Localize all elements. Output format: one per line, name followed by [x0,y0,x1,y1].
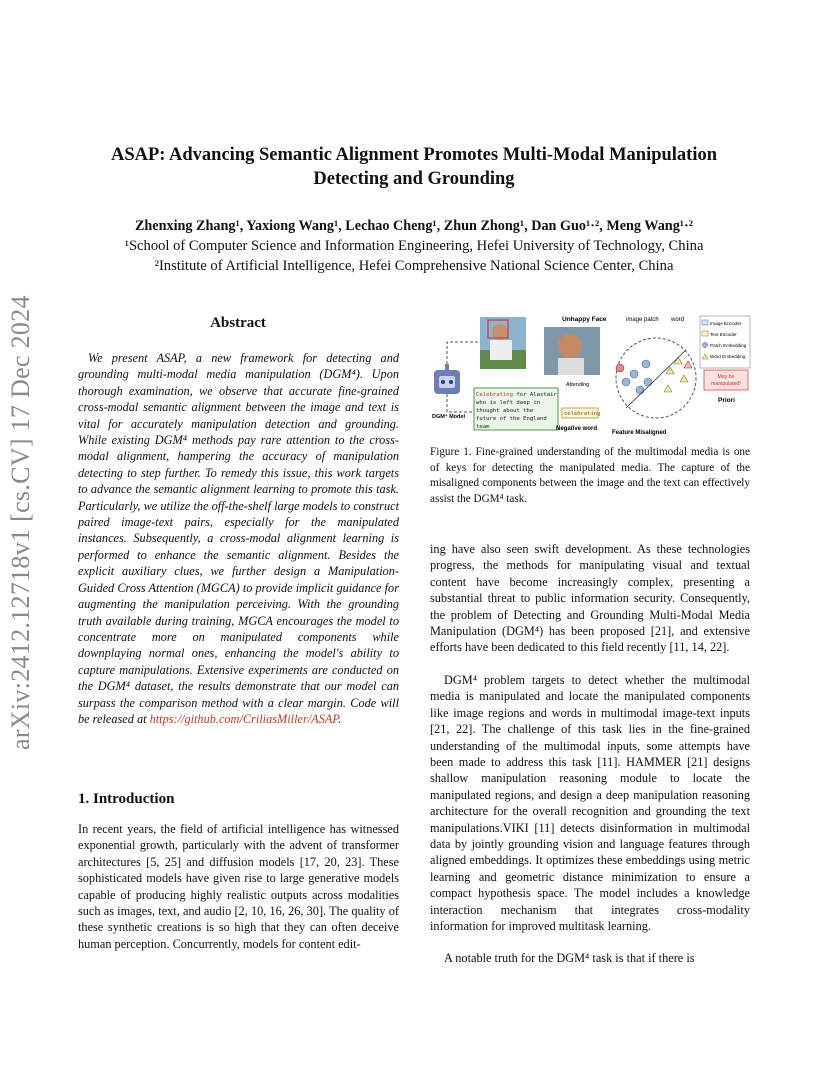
intro-heading: 1. Introduction [78,791,175,807]
legend-patch-embedding: Patch Embedding [710,343,747,348]
title-line-1: ASAP: Advancing Semantic Alignment Promotes Multi-Modal Manipulation [110,145,718,165]
legend-word-embedding: Word Embedding [710,354,746,359]
figure-caption-text: Celebrating for Alastair who is left deep in thought about the future of the England team [476,392,557,430]
legend-text-encoder: Text Encoder [710,332,737,337]
affiliation-1: ¹School of Computer Science and Information Engineering, Hefei University of Technology, China [124,238,704,254]
figure-1-caption: Figure 1. Fine-grained understanding of the multimodal media is one of keys for detecting the manipulated media. The capture of the misaligned components between the image and the text can effectively assist the DGM⁴ task. [430,446,750,505]
legend-image-encoder: Image Encoder [710,321,742,326]
right-paragraph-3: A notable truth for the DGM⁴ task is that if there is [444,951,695,965]
right-paragraph-2: DGM⁴ problem targets to detect whether the multimodal media is manipulated and locate the manipulated components like image regions and words in multimodal image-text inputs [21, 22]. The challenge of this task lies in the fine-grained understanding of the multimodal inputs, some attempts have been made to address this task [11]. HAMMER [21] designs shallow manipulation reasoning module to locate the manipulated regions, and design a deep manipulation reasoning architecture for the overall recognition and grounding the text manipulations.VIKI [11] detects disinformation in multimodal data by jointly grounding vision and language features through aligned embeddings. It optimizes these embeddings using metric learning and geometric distance minimization to ensure a compact hypothesis space. The model includes a knowledge interaction mechanism that integrates cross-modality information for improved multitask learning. [430,673,750,934]
priori-label: Priori [718,397,735,404]
title-line-2: Detecting and Grounding [313,169,515,189]
abstract-body: We present ASAP, a new framework for detecting and grounding multi-modal media manipulation (DGM⁴). Upon thorough examination, we observe that accurate fine-grained cross-modal semantic alignment between the image and text is vital for accurately manipulation detection and grounding. While existing DGM⁴ methods pay rare attention to the cross-modal alignment, hampering the accuracy of manipulation detecting to step further. To remedy this issue, this work targets to advance the semantic alignment learning to promote this task. Particularly, we utilize the off-the-shelf large models to construct paired image-text pairs, especially for the manipulated instances. Subsequently, a cross-modal alignment learning is performed to enhance the semantic alignment. Besides the explicit auxiliary clues, we further design a Manipulation-Guided Cross Attention (MGCA) to provide implicit guidance for augmenting the manipulation perceiving. With the grounding truth available during training, MGCA encourages the model to concentrate more on manipulated components while downplaying normal ones, enhancing the model's ability to capture manipulations. Extensive experiments are conducted on the DGM⁴ dataset, the results demonstrate that our model can surpass the comparison method with a clear margin. Code will be released at https://github.com/CriliasMiller/ASAP. [78,351,399,726]
maybe-manipulated-label: May be manipulated! [711,374,741,387]
news-photo [480,317,526,369]
abstract-heading: Abstract [210,315,266,331]
paper-title [60,143,768,191]
negative-word-label: Negative word [556,426,598,432]
robot-icon [434,364,460,394]
dgm-model-label: DGM⁴ Model [432,414,465,420]
image-patch-label: image patch [626,317,659,323]
attending-label: Attending [566,382,590,388]
author-list: Zhenxing Zhang¹, Yaxiong Wang¹, Lechao Cheng¹, Zhun Zhong¹, Dan Guo¹·², Meng Wang¹·² [134,218,694,234]
face-crop-photo [544,327,600,375]
code-link[interactable]: https://github.com/CriliasMiller/ASAP [149,711,339,726]
arxiv-side-stamp: arXiv:2412.12718v1 [cs.CV] 17 Dec 2024 [6,295,35,750]
unhappy-face-label: Unhappy Face [562,316,607,323]
intro-paragraph: In recent years, the field of artificial intelligence has witnessed exponential growth, particularly with the advent of transformer architectures [5, 25] and diffusion models [17, 20, 23]. These sophisticated models have given rise to large generative models capable of producing highly realistic outputs across modalities such as images, text, and audio [2, 10, 16, 26, 30]. The quality of these synthetic creations is so high that they can often deceive human perception. Concurrently, models for content edit- [78,822,399,951]
right-paragraph-1: ing have also seen swift development. As these technologies progress, the methods for manipulating visual and textual content have become increasingly complex, presenting a substantial threat to public information security. Consequently, the problem of Detecting and Grounding Multi-Modal Media Manipulation (DGM⁴) has been proposed [21], and extensive efforts have been dedicated to this field recently [11, 14, 22]. [430,542,750,655]
figure-1 [428,312,752,436]
feature-misaligned-label: Feature Misaligned [612,430,667,436]
negative-word-box: celebrating [564,411,601,417]
abstract-text: We present ASAP, a new framework for detecting and grounding multi-modal media manipulation (DGM⁴). Upon thorough examination, we observe that accurate fine-grained cross-modal semantic alignment between the image and text is vital for accurately manipulation detection and grounding. While existing DGM⁴ methods pay rare attention to the cross-modal alignment, hampering the accuracy of manipulation detecting to step further. To remedy this issue, this work targets to advance the semantic alignment learning to promote this task. Particularly, we utilize the off-the-shelf large models to construct paired image-text pairs, especially for the manipulated instances. Subsequently, a cross-modal alignment learning is performed to enhance the semantic alignment. Besides the explicit auxiliary clues, we further design a Manipulation-Guided Cross Attention (MGCA) to provide implicit guidance for augmenting the manipulation perceiving. With the grounding truth available during training, MGCA encourages the model to concentrate more on manipulated components while downplaying normal ones, enhancing the model's ability to capture manipulations. Extensive experiments are conducted on the DGM⁴ dataset, the results demonstrate that our model can surpass the comparison method with a clear margin. Code will be released at [78,351,399,726]
word-label: word [671,317,685,323]
affiliation-2: ²Institute of Artificial Intelligence, Hefei Comprehensive National Science Center, China [154,258,674,274]
figure-1-graphic [428,312,752,436]
